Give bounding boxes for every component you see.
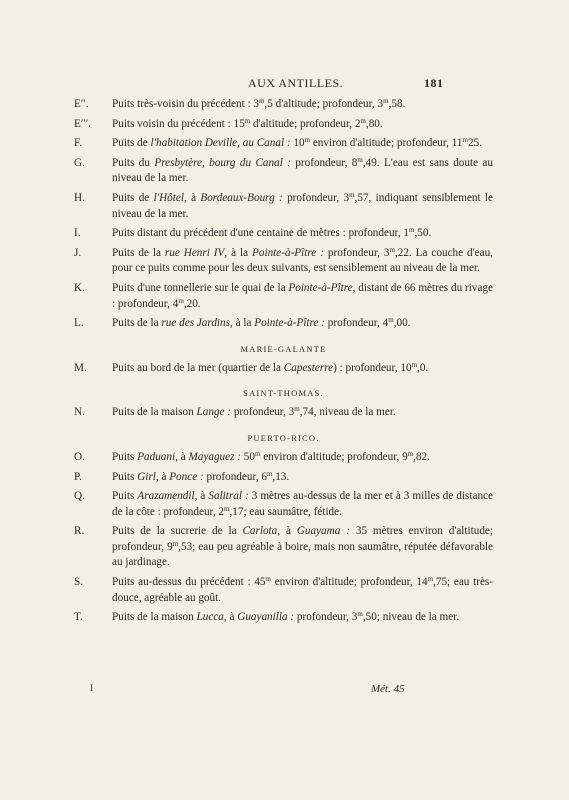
entry-text: environ d'altitude; profondeur, 9	[260, 450, 408, 463]
page-footer	[0, 683, 569, 697]
entry-place-name: Capesterre	[283, 361, 334, 374]
entry-text: , à	[183, 191, 201, 204]
entry-label: J.	[74, 246, 82, 259]
unit-superscript: m	[265, 575, 271, 584]
unit-superscript: m	[407, 449, 414, 458]
unit-superscript: m	[178, 296, 184, 305]
entry-text: Puits de	[112, 137, 151, 150]
unit-superscript: m	[357, 610, 363, 619]
running-title: AUX ANTILLES.	[248, 76, 344, 90]
entry-text: ,13.	[272, 470, 290, 483]
entry-label: E′′.	[74, 98, 89, 110]
entry-place-name: Pointe-à-Pître :	[254, 317, 325, 330]
entry-label: I.	[74, 227, 81, 240]
well-entry	[74, 281, 493, 312]
entry-label: Q.	[74, 490, 85, 503]
entry-text: ,00.	[393, 317, 411, 330]
entry-text: profondeur, 3	[323, 246, 390, 259]
entry-text: , à	[175, 450, 189, 463]
well-entry	[74, 489, 493, 520]
entry-label: H.	[74, 191, 85, 204]
unit-superscript: m	[357, 155, 363, 164]
well-entry	[74, 361, 493, 377]
entry-place-name: Presbytère, bourg du Canal :	[154, 156, 291, 169]
entry-text: environ d'altitude; profondeur, 14	[270, 576, 428, 589]
entry-place-name: Ponce :	[169, 470, 204, 483]
unit-superscript: m	[266, 469, 273, 478]
entry-place-name: Lange :	[196, 406, 232, 419]
section-heading: MARIE-GALANTE	[240, 343, 327, 354]
unit-superscript: m	[388, 316, 394, 325]
entry-label: F.	[74, 137, 83, 150]
entry-text: ,75; eau très-douce, agréable au goût.	[112, 576, 494, 604]
entry-text: Puits	[112, 450, 138, 463]
unit-superscript: m	[427, 575, 434, 584]
entry-place-name: Bordeaux-Bourg :	[200, 191, 283, 204]
entry-place-name: rue Henri IV	[164, 246, 225, 259]
well-entry	[74, 136, 493, 152]
entry-text: , à	[155, 470, 170, 483]
entry-text: Puits	[112, 490, 138, 503]
entry-text: Puits au-dessus du précédent : 45	[112, 576, 266, 589]
unit-superscript: m	[244, 116, 251, 125]
entry-text: 10	[290, 137, 305, 150]
running-header	[0, 76, 569, 92]
entry-text: profondeur, 3	[282, 191, 350, 204]
entry-text: , à la	[230, 317, 255, 330]
entry-label: L.	[74, 317, 84, 330]
entry-place-name: Paduani	[137, 450, 176, 463]
entry-text: ,5 d'altitude; profondeur, 3	[264, 98, 384, 110]
entry-place-name: Girl	[137, 470, 156, 483]
entry-text: Puits de la	[112, 317, 162, 330]
entry-place-name: Carlota	[242, 525, 278, 538]
entry-text: Puits de	[112, 191, 154, 204]
page-body	[74, 97, 493, 630]
entry-text: ,17; eau saumâtre, fétide.	[229, 505, 342, 518]
unit-superscript: m	[254, 449, 261, 458]
entry-text: , à	[223, 611, 238, 624]
entry-text: 50	[240, 450, 255, 463]
entry-text: ,0.	[417, 361, 429, 374]
entry-label: O.	[74, 450, 85, 463]
signature-mark-left: I	[90, 683, 93, 693]
entry-place-name: Salitral :	[208, 490, 249, 503]
unit-superscript: m	[383, 97, 389, 105]
unit-superscript: m	[389, 245, 395, 254]
unit-superscript: m	[304, 136, 311, 145]
entry-text: , à la	[224, 246, 253, 259]
unit-superscript: m	[294, 405, 300, 414]
entry-label: T.	[74, 611, 83, 624]
unit-superscript: m	[360, 116, 366, 125]
entry-text: ,20.	[183, 297, 201, 310]
well-entry	[74, 575, 493, 606]
entry-label: S.	[74, 576, 84, 589]
entry-text: Puits de la	[112, 246, 165, 259]
well-entry	[74, 405, 493, 421]
entry-label: K.	[74, 281, 85, 294]
entry-text: Puits	[112, 470, 138, 483]
entry-label: N.	[74, 406, 85, 419]
well-entry	[74, 610, 493, 626]
entry-text: d'altitude; profondeur, 2	[250, 117, 361, 130]
entry-place-name: Guayanilla :	[237, 611, 295, 624]
entry-text: 35 mètres environ d'altitude; profondeur, 9	[112, 525, 493, 553]
entry-text: , à	[277, 525, 297, 538]
page-number: 181	[424, 76, 444, 90]
entry-place-name: rue des Jardins	[161, 317, 230, 330]
entry-label: E′′′.	[74, 117, 91, 130]
well-entry	[74, 97, 493, 113]
entry-place-name: Pointe-à-Pître	[288, 281, 353, 294]
entry-text: Puits voisin du précédent : 15	[112, 117, 245, 130]
entry-text: Puits de la maison	[112, 611, 197, 624]
entry-text: 25.	[467, 137, 482, 150]
entry-text: ,74, niveau de la mer.	[299, 406, 396, 419]
entry-place-name: Mayaguez :	[188, 450, 241, 463]
entry-text: ,80.	[365, 117, 383, 130]
entry-label: R.	[74, 525, 85, 538]
entry-text: , distant de 66 mètres du rivage : profondeur, 4	[112, 281, 493, 310]
entry-text: ) : profondeur, 10	[333, 361, 412, 374]
entry-text: ,50.	[414, 227, 432, 240]
entry-place-name: Lucca	[196, 611, 224, 624]
entry-text: profondeur, 6	[203, 470, 267, 483]
entry-text: Puits d'une tonnellerie sur le quai de la	[112, 281, 289, 294]
well-entry	[74, 450, 493, 466]
well-entry	[74, 246, 493, 277]
entry-text: ,58.	[388, 98, 406, 110]
entry-text: ,50; niveau de la mer.	[362, 611, 460, 624]
entry-text: 3 mètres au-dessus de la mer et à 3 milles de distance de la côte : profondeur, 2	[112, 490, 493, 518]
entry-label: G.	[74, 156, 85, 169]
entry-text: profondeur, 8	[290, 156, 358, 169]
entry-text: ,82.	[413, 450, 430, 463]
entry-text: ,49. L'eau est sans doute au niveau de la mer.	[112, 156, 493, 185]
section-heading: SAINT-THOMAS.	[243, 388, 324, 399]
well-entry	[74, 156, 493, 187]
entry-text: ,53; eau peu agréable à boire, mais non saumâtre, réputée défavorable au jardinage.	[112, 540, 493, 569]
signature-mark-right: Mét. 45	[371, 683, 405, 695]
entry-text: profondeur, 3	[294, 611, 358, 624]
entry-label: P.	[74, 470, 82, 483]
entry-text: profondeur, 4	[324, 317, 389, 330]
well-entry	[74, 524, 493, 571]
entry-place-name: l'Hôtel	[153, 191, 184, 204]
entry-text: Puits de la sucrerie de la	[112, 525, 243, 538]
well-entry	[74, 191, 493, 222]
well-entry	[74, 226, 493, 242]
section-heading: PUERTO-RICO.	[247, 432, 320, 443]
entry-text: Puits de la maison	[112, 406, 197, 419]
well-entry	[74, 117, 493, 133]
entry-text: profondeur, 3	[231, 406, 295, 419]
entry-text: ,57, indiquant sensiblement le niveau de la mer.	[112, 191, 493, 220]
entry-text: Puits très-voisin du précédent : 3	[112, 98, 259, 110]
unit-superscript: m	[462, 136, 468, 145]
entry-text: ,22. La couche d'eau, pour ce puits comme pour les deux suivants, est sensiblement au niveau de la mer.	[112, 246, 493, 275]
entry-place-name: Arazamendil	[137, 490, 195, 503]
entry-text: Puits distant du précédent d'une centaine de mètres : profondeur, 1	[112, 227, 410, 240]
well-entry	[74, 316, 493, 332]
unit-superscript: m	[411, 360, 418, 369]
entry-place-name: Guayama :	[296, 525, 350, 538]
entry-place-name: l'habitation Deville, au Canal :	[150, 137, 291, 150]
well-entry	[74, 470, 493, 486]
entry-label: M.	[74, 361, 87, 374]
unit-superscript: m	[409, 226, 415, 235]
entry-text: Puits du	[112, 156, 155, 169]
unit-superscript: m	[172, 539, 179, 548]
entry-text: environ d'altitude; profondeur, 11	[310, 137, 463, 150]
unit-superscript: m	[224, 504, 230, 513]
unit-superscript: m	[349, 190, 355, 199]
entry-text: , à	[194, 490, 209, 503]
entry-text: Puits au bord de la mer (quartier de la	[112, 361, 284, 374]
entry-place-name: Pointe-à-Pître :	[252, 246, 324, 259]
unit-superscript: m	[258, 97, 265, 105]
